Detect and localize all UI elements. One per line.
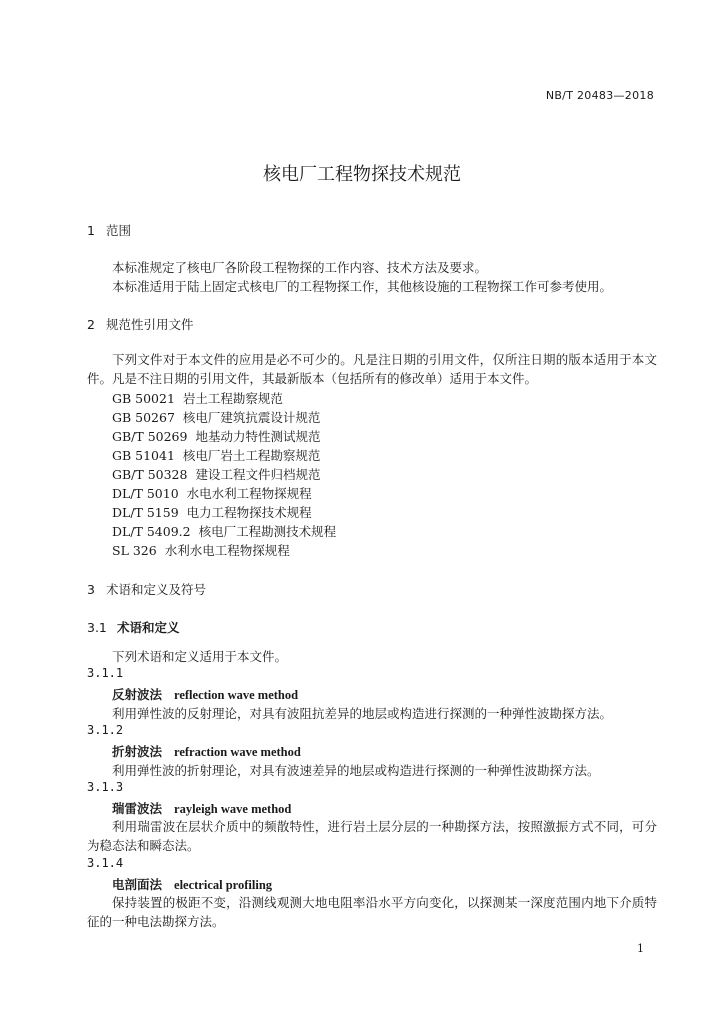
reference-code: DL/T 5010 <box>112 486 179 501</box>
term-number: 3.1.1 <box>87 666 124 680</box>
term-heading <box>112 875 272 893</box>
reference-item <box>112 541 290 559</box>
section-title: 术语和定义及符号 <box>106 582 207 597</box>
reference-name: 岩土工程勘察规范 <box>182 391 283 406</box>
reference-item <box>112 484 312 502</box>
reference-name: 电力工程物探技术规程 <box>186 505 312 520</box>
paragraph: 本标准规定了核电厂各阶段工程物探的工作内容、技术方法及要求。 <box>112 260 488 275</box>
term-zh: 折射波法 <box>112 744 163 759</box>
term-en: rayleigh wave method <box>174 802 292 816</box>
section-number: 1 <box>87 223 95 238</box>
term-heading <box>112 742 301 760</box>
term-number: 3.1.4 <box>87 856 124 870</box>
reference-item <box>112 522 336 540</box>
reference-code: GB 50267 <box>112 410 175 425</box>
reference-item <box>112 503 312 521</box>
reference-name: 核电厂岩土工程勘察规范 <box>182 448 321 463</box>
standard-number: NB/T 20483—2018 <box>545 89 654 102</box>
reference-code: DL/T 5409.2 <box>112 524 191 539</box>
reference-item <box>112 408 320 426</box>
section-2-heading <box>87 315 194 333</box>
page-number: 1 <box>637 942 644 955</box>
reference-code: DL/T 5159 <box>112 505 179 520</box>
section-title: 规范性引用文件 <box>106 317 194 332</box>
term-definition: 保持装置的极距不变，沿测线观测大地电阻率沿水平方向变化，以探测某一深度范围内地下介质特征的一种电法勘探方法。 <box>87 895 657 929</box>
term-definition: 利用弹性波的折射理论，对具有波速差异的地层或构造进行探测的一种弹性波勘探方法。 <box>112 763 600 778</box>
reference-code: GB/T 50269 <box>112 429 188 444</box>
reference-item <box>112 446 320 464</box>
reference-code: GB 50021 <box>112 391 175 406</box>
paragraph: 下列文件对于本文件的应用是必不可少的。凡是注日期的引用文件，仅所注日期的版本适用于本文件。凡是不注日期的引用文件，其最新版本（包括所有的修改单）适用于本文件。 <box>87 352 657 386</box>
section-number: 3 <box>87 582 95 597</box>
term-number: 3.1.2 <box>87 723 124 737</box>
reference-item <box>112 465 320 483</box>
term-definition: 利用弹性波的反射理论，对具有波阻抗差异的地层或构造进行探测的一种弹性波勘探方法。 <box>112 706 613 721</box>
section-1-heading <box>87 221 131 239</box>
term-definition: 利用瑞雷波在层状介质中的频散特性，进行岩土层分层的一种勘探方法，按照激振方式不同，可分为稳态法和瞬态法。 <box>87 819 657 853</box>
reference-name: 水利水电工程物探规程 <box>164 543 290 558</box>
term-heading <box>112 799 291 817</box>
reference-code: GB 51041 <box>112 448 175 463</box>
section-3-heading <box>87 580 206 598</box>
term-number: 3.1.3 <box>87 780 124 794</box>
reference-name: 核电厂工程勘测技术规程 <box>198 524 337 539</box>
term-en: reflection wave method <box>174 688 299 702</box>
term-heading <box>112 685 298 703</box>
subsection-heading <box>87 618 180 636</box>
term-en: refraction wave method <box>174 745 301 759</box>
reference-item <box>112 389 283 407</box>
section-number: 2 <box>87 317 95 332</box>
paragraph: 下列术语和定义适用于本文件。 <box>112 649 288 664</box>
term-en: electrical profiling <box>174 878 273 892</box>
term-zh: 反射波法 <box>112 687 163 702</box>
term-zh: 电剖面法 <box>112 877 163 892</box>
reference-name: 地基动力特性测试规范 <box>195 429 321 444</box>
paragraph: 本标准适用于陆上固定式核电厂的工程物探工作，其他核设施的工程物探工作可参考使用。 <box>112 279 613 294</box>
page-title: 核电厂工程物探技术规范 <box>263 164 461 185</box>
term-zh: 瑞雷波法 <box>112 801 163 816</box>
reference-code: GB/T 50328 <box>112 467 188 482</box>
reference-name: 核电厂建筑抗震设计规范 <box>182 410 321 425</box>
section-title: 范围 <box>106 223 132 238</box>
reference-name: 建设工程文件归档规范 <box>195 467 321 482</box>
reference-name: 水电水利工程物探规程 <box>186 486 312 501</box>
reference-item <box>112 427 320 445</box>
subsection-number: 3.1 <box>87 620 107 635</box>
reference-code: SL 326 <box>112 543 157 558</box>
subsection-title: 术语和定义 <box>117 620 180 635</box>
